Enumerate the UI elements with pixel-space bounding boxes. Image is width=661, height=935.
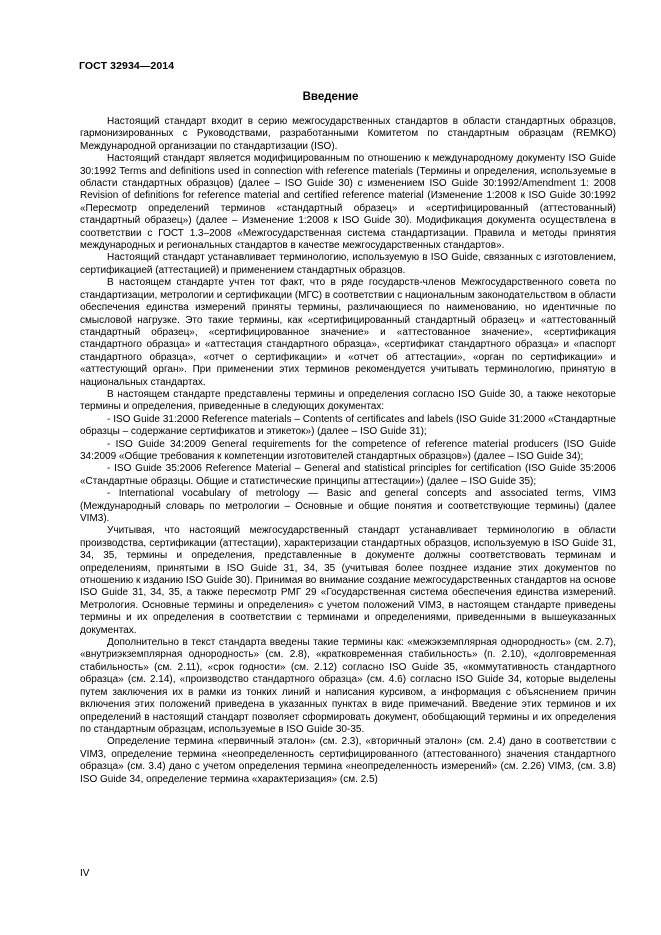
page-number: IV [80,868,90,879]
list-item: - ISO Guide 35:2006 Reference Material – General and statistical principles for certification (ISO Guide 35:2006 «Стандартные образцы. Общие и статистические принципы аттестации») (далее – ISO Guide 35); [80,463,616,487]
paragraph: Настоящий стандарт является модифицированным по отношению к международному документу ISO Guide 30:1992 Terms and definitions used in connection with reference materials (Термины и определения, используемые в области стандартных образцов) (далее – ISO Guide 30) с изменением ISO Guide 30:1992/Amendment 1: 2008 Revision of definitions for reference material and certified reference material (Изменение 1:2008 к ISO Guide 30:1992 «Пересмотр определений терминов «стандартный образец» и «сертифицированный (аттестованный) стандартный образец») (далее – Изменение 1:2008 к ISO Guide 30). Модификация документа осуществлена в соответствии с ГОСТ 1.3–2008 «Межгосударственная система стандартизации. Правила и методы принятия международных и региональных стандартов в качестве межгосударственных стандартов». [80,153,616,252]
paragraph: Дополнительно в текст стандарта введены такие термины как: «межэкземплярная однородность» (см. 2.7), «внутриэкземплярная однородность» (см. 2.8), «кратковременная стабильность» (п. 2.10), «долговременная стабильность» (см. 2.11), «срок годности» (см. 2.12) согласно ISO Guide 35, «коммутативность стандартного образца» (см. 2.14), «производство стандартного образца» (см. 4.6) согласно ISO Guide 34, которые выделены путем заключения их в рамки из тонких линий и написания курсивом, а информация с объяснением причин включения этих положений приведена в указанных пунктах в виде примечаний. Введение этих терминов и их определений в настоящий стандарт позволяет сформировать документ, обобщающий термины и их определения по стандартным образцам, используемые в ISO Guide 30-35. [80,637,616,735]
document-header: ГОСТ 32934—2014 [79,60,175,72]
paragraph: Определение термина «первичный эталон» (см. 2.3), «вторичный эталон» (см. 2.4) дано в соответствии с VIM3, определение термина «неопределенность сертифицированного (аттестованного) значения стандартного образца» (см. 3.4) дано с учетом определения термина «неопределенность измерений» (см. 2.26) VIM3, (см. 3.8) ISO Guide 34, определение термина «характеризация» (см. 2.5) [80,736,616,785]
list-item: - ISO Guide 31:2000 Reference materials – Contents of certificates and labels (ISO Guide 31:2000 «Стандартные образцы – содержание сертификатов и этикеток») (далее – ISO Guide 31); [80,413,616,438]
paragraph: В настоящем стандарте представлены термины и определения согласно ISO Guide 30, а также некоторые термины и определения, приведенные в следующих документах: [80,388,616,413]
paragraph: Настоящий стандарт входит в серию межгосударственных стандартов в области стандартных образцов, гармонизированных с Руководствами, разработанными Комитетом по стандартным образцам (REMKO) Международной организации по стандартизации (ISO). [80,116,616,152]
list-item: - ISO Guide 34:2009 General requirements for the competence of reference material producers (ISO Guide 34:2009 «Общие требования к компетенции изготовителей стандартных образцов») (далее – ISO Guide 34); [80,438,616,462]
list-item: - International vocabulary of metrology — Basic and general concepts and associated terms, VIM3 (Международный словарь по метрологии – Основные и общие понятия и соответствующие термины) (далее VIM3). [80,488,616,524]
body-text [80,116,616,786]
paragraph: В настоящем стандарте учтен тот факт, что в ряде государств-членов Межгосударственного совета по стандартизации, метрологии и сертификации (МГС) в соответствии с национальным законодательством в области обеспечения единства измерений приняты термины, различающиеся по наименованию, но идентичные по смысловой нагрузке. Это такие термины, как «сертифицированный стандартный образец» и «аттестованный стандартный образец», «сертифицированное значение» и «аттестованное значение», «сертификация стандартного образца» и «аттестация стандартного образца», «сертификат стандартного образца» и «паспорт стандартного образца», «отчет о сертификации» и «отчет об аттестации», «орган по сертификации» и «аттестующий орган». При применении этих терминов рекомендуется учитывать терминологию, принятую в национальных стандартах. [80,277,616,388]
section-title: Введение [302,91,359,103]
paragraph: Учитывая, что настоящий межгосударственный стандарт устанавливает терминологию в области производства, сертификации (аттестации), характеризации стандартных образцов, используемую в ISO Guide 31, 34, 35, термины и определения, представленные в документе должны соответствовать терминам и определениям, принятыми в ISO Guide 31, 34, 35 (учитывая более позднее издание этих документов по отношению к изданию ISO Guide 30). Принимая во внимание создание межгосударственных стандартов на основе ISO Guide 31, 34, 35, а также пересмотр РМГ 29 «Государственная система обеспечения единства измерений. Метрология. Основные термины и определения» с учетом положений VIM3, в настоящем стандарте приведены термины и их определения в соответствии с терминами и определениями, приведенными в вышеуказанных документах. [80,525,616,636]
paragraph: Настоящий стандарт устанавливает терминологию, используемую в ISO Guide, связанных с изготовлением, сертификацией (аттестацией) и применением стандартных образцов. [80,252,616,276]
